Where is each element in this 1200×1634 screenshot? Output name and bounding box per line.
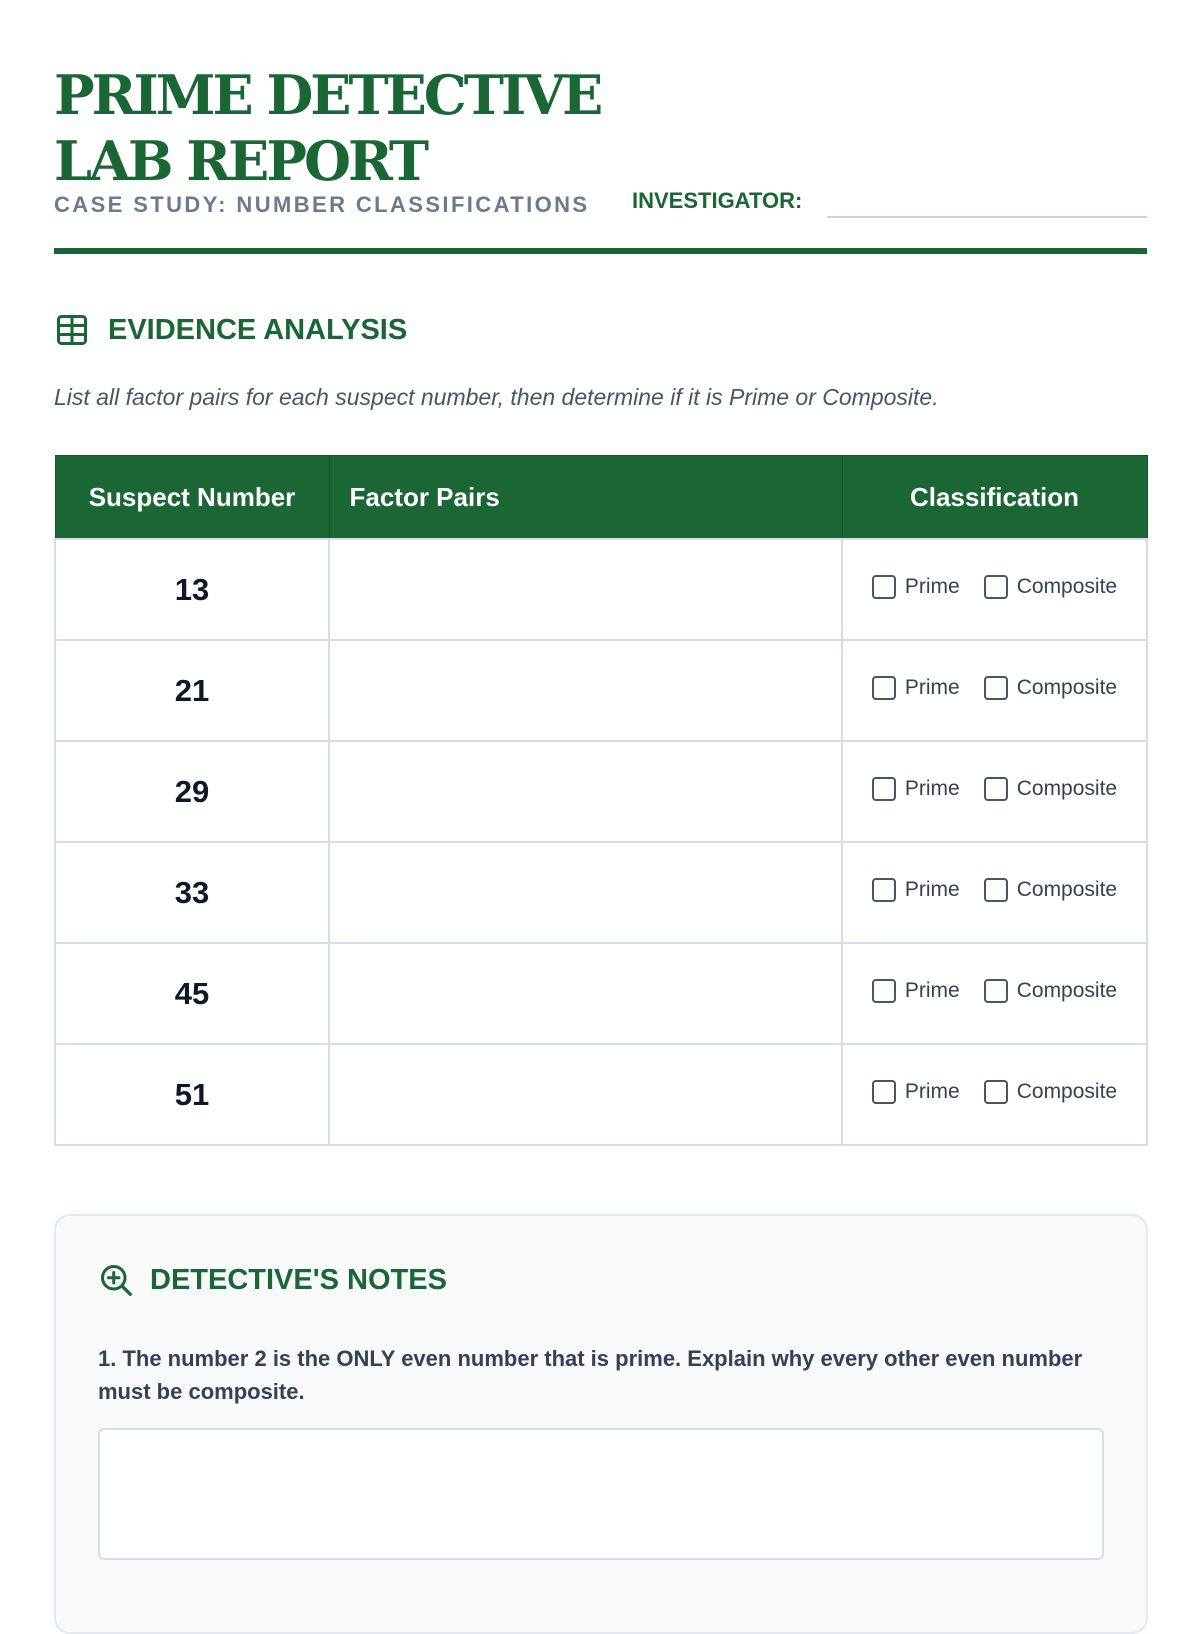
suspect-number-cell: 13 <box>55 539 329 640</box>
prime-option[interactable] <box>872 777 960 801</box>
evidence-table <box>54 455 1148 1146</box>
factor-pairs-cell <box>329 640 842 741</box>
prime-checkbox[interactable] <box>872 777 896 801</box>
evidence-instructions: List all factor pairs for each suspect number, then determine if it is Prime or Composite. <box>54 384 939 410</box>
evidence-section-header <box>54 310 407 350</box>
classification-cell <box>842 741 1147 842</box>
composite-option[interactable] <box>984 676 1117 700</box>
prime-checkbox[interactable] <box>872 676 896 700</box>
composite-checkbox[interactable] <box>984 676 1008 700</box>
prime-option[interactable] <box>872 1080 960 1104</box>
suspect-number-cell: 45 <box>55 943 329 1044</box>
factor-pairs-input[interactable] <box>330 539 845 640</box>
prime-label: Prime <box>904 1080 960 1103</box>
title-line-2: LAB REPORT <box>54 129 427 193</box>
factor-pairs-cell <box>329 741 842 842</box>
notes-answer-1[interactable] <box>98 1428 1104 1560</box>
magnifier-plus-icon <box>98 1262 134 1298</box>
composite-checkbox[interactable] <box>984 777 1008 801</box>
table-header-row <box>55 456 1147 540</box>
suspect-number-cell: 51 <box>55 1044 329 1145</box>
factor-pairs-input[interactable] <box>330 943 845 1044</box>
factor-pairs-cell <box>329 943 842 1044</box>
composite-label: Composite <box>1016 1080 1118 1103</box>
notes-heading: DETECTIVE'S NOTES <box>150 1263 447 1296</box>
table-row <box>55 640 1147 741</box>
composite-option[interactable] <box>984 878 1117 902</box>
table-row <box>55 539 1147 640</box>
prime-option[interactable] <box>872 878 960 902</box>
table-row <box>55 741 1147 842</box>
prime-label: Prime <box>904 676 960 699</box>
table-row <box>55 943 1147 1044</box>
factor-pairs-cell <box>329 1044 842 1145</box>
composite-label: Composite <box>1016 878 1118 901</box>
prime-label: Prime <box>904 575 960 598</box>
notes-question-1: 1. The number 2 is the ONLY even number that is prime. Explain why every other even number must be composite. <box>98 1346 1083 1404</box>
prime-checkbox[interactable] <box>872 979 896 1003</box>
composite-checkbox[interactable] <box>984 1080 1008 1104</box>
notes-section-header <box>98 1262 447 1298</box>
table-row <box>55 842 1147 943</box>
classification-cell <box>842 842 1147 943</box>
composite-option[interactable] <box>984 979 1117 1003</box>
prime-label: Prime <box>904 777 960 800</box>
prime-option[interactable] <box>872 676 960 700</box>
evidence-table-body <box>55 539 1147 1145</box>
composite-label: Composite <box>1016 676 1118 699</box>
prime-option[interactable] <box>872 979 960 1003</box>
composite-option[interactable] <box>984 777 1117 801</box>
prime-checkbox[interactable] <box>872 1080 896 1104</box>
classification-cell <box>842 640 1147 741</box>
factor-pairs-input[interactable] <box>330 640 845 741</box>
investigator-field[interactable] <box>827 186 1147 218</box>
composite-checkbox[interactable] <box>984 575 1008 599</box>
table-icon <box>54 312 90 348</box>
subtitle-row <box>54 186 1147 226</box>
evidence-heading: EVIDENCE ANALYSIS <box>108 313 408 346</box>
factor-pairs-input[interactable] <box>330 842 845 943</box>
page-title <box>54 62 600 194</box>
factor-pairs-input[interactable] <box>330 1044 845 1145</box>
column-header-suspect-number: Suspect Number <box>55 456 329 540</box>
prime-checkbox[interactable] <box>872 575 896 599</box>
title-line-1: PRIME DETECTIVE <box>54 63 601 127</box>
factor-pairs-input[interactable] <box>330 741 845 842</box>
header-divider <box>54 248 1147 254</box>
table-row <box>55 1044 1147 1145</box>
detectives-notes-panel <box>54 1214 1148 1634</box>
prime-option[interactable] <box>872 575 960 599</box>
prime-label: Prime <box>904 979 960 1002</box>
composite-checkbox[interactable] <box>984 878 1008 902</box>
composite-option[interactable] <box>984 1080 1117 1104</box>
classification-cell <box>842 943 1147 1044</box>
column-header-factor-pairs: Factor Pairs <box>329 456 842 540</box>
classification-cell <box>842 539 1147 640</box>
composite-label: Composite <box>1016 979 1118 1002</box>
composite-checkbox[interactable] <box>984 979 1008 1003</box>
prime-label: Prime <box>904 878 960 901</box>
investigator-label: INVESTIGATOR: <box>632 188 803 213</box>
column-header-classification: Classification <box>842 456 1147 540</box>
suspect-number-cell: 33 <box>55 842 329 943</box>
factor-pairs-cell <box>329 539 842 640</box>
factor-pairs-cell <box>329 842 842 943</box>
composite-label: Composite <box>1016 575 1118 598</box>
composite-label: Composite <box>1016 777 1118 800</box>
classification-cell <box>842 1044 1147 1145</box>
suspect-number-cell: 21 <box>55 640 329 741</box>
suspect-number-cell: 29 <box>55 741 329 842</box>
prime-checkbox[interactable] <box>872 878 896 902</box>
case-study-subtitle: CASE STUDY: NUMBER CLASSIFICATIONS <box>54 192 590 217</box>
composite-option[interactable] <box>984 575 1117 599</box>
